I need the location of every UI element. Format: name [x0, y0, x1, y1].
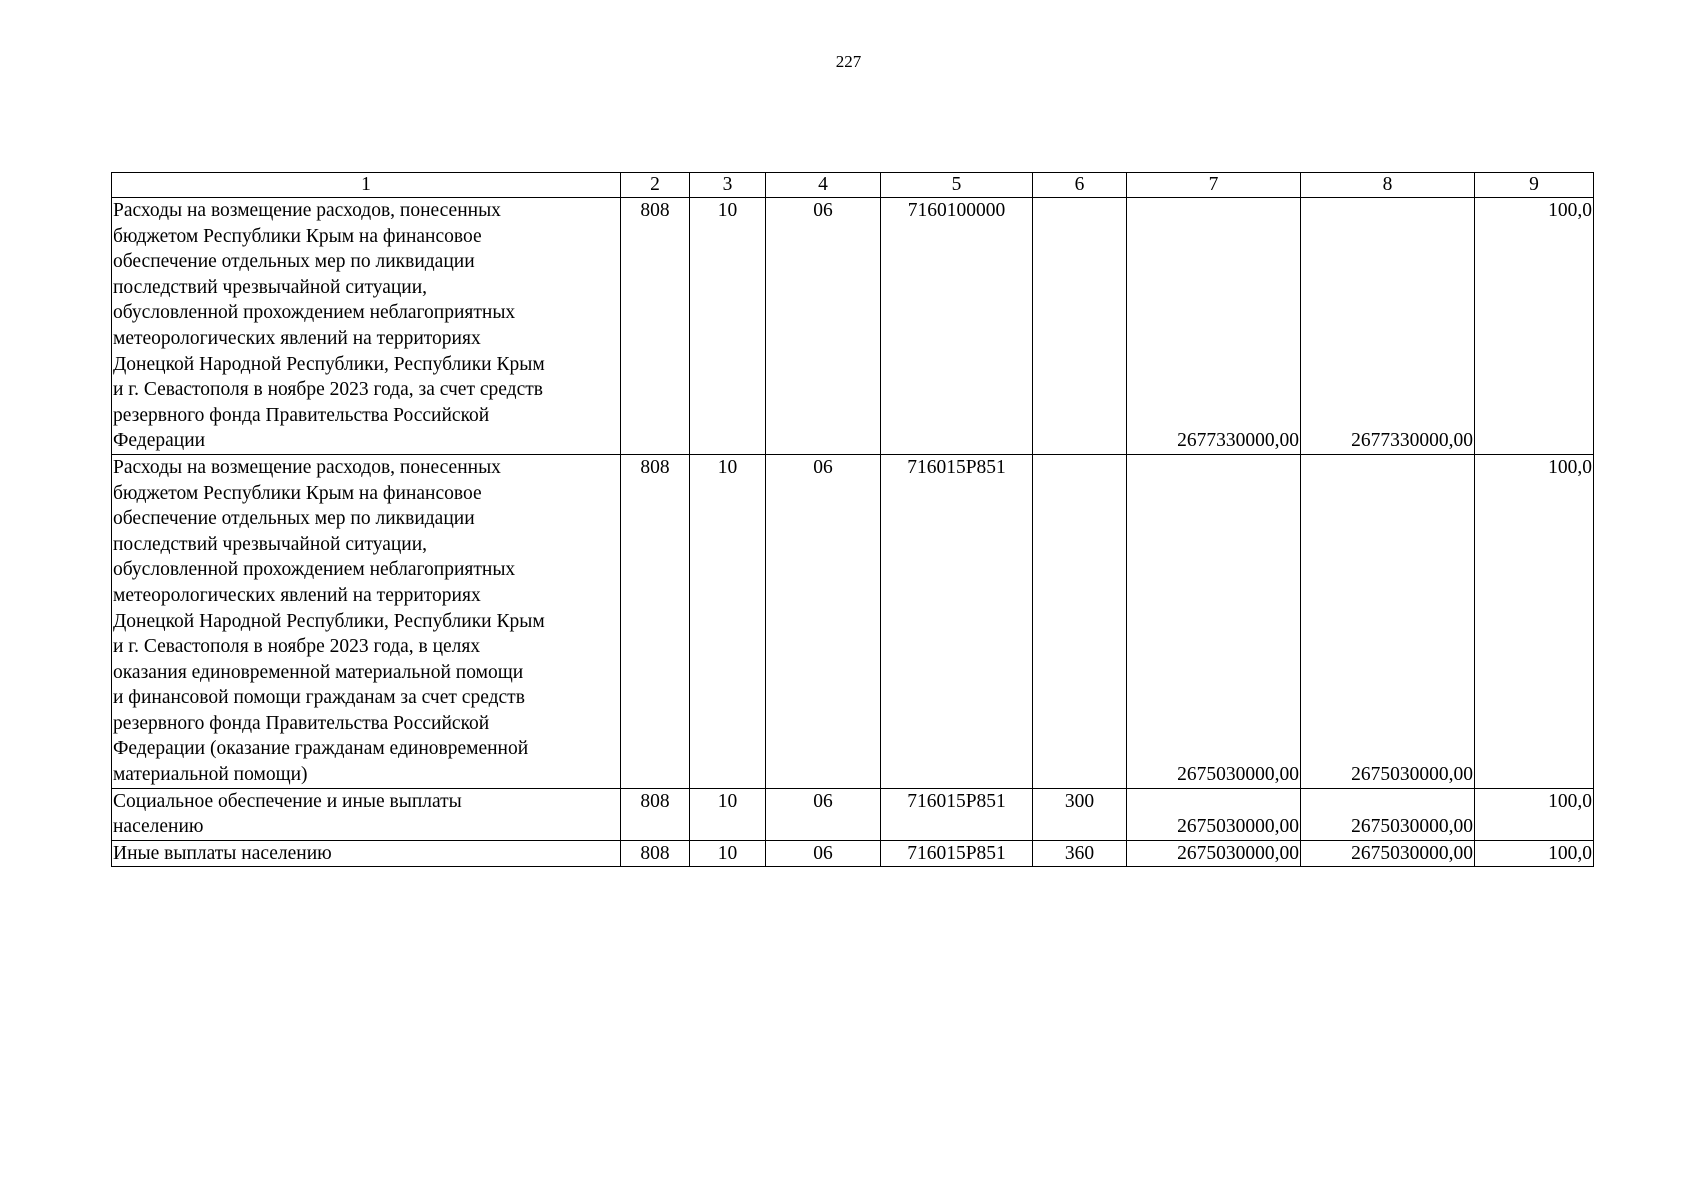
cell-col9: 100,0: [1475, 788, 1594, 840]
cell-col5: 7160100000: [881, 198, 1033, 455]
description-line: Социальное обеспечение и иные выплаты: [113, 790, 462, 812]
cell-col7: 2675030000,00: [1127, 454, 1301, 788]
description-line: населению: [113, 816, 204, 838]
description-line: Федерации (оказание гражданам единовременной: [113, 738, 529, 760]
cell-col2: 808: [621, 198, 690, 455]
table-row: [112, 840, 1594, 867]
cell-col6: [1033, 454, 1127, 788]
table-row: [112, 454, 1594, 788]
cell-col9: 100,0: [1475, 454, 1594, 788]
column-header: 4: [766, 173, 881, 198]
cell-col2: 808: [621, 454, 690, 788]
description-line: Расходы на возмещение расходов, понесенных: [113, 456, 501, 478]
description-line: метеорологических явлений на территориях: [113, 327, 481, 349]
cell-col3: 10: [690, 840, 766, 867]
column-header: 2: [621, 173, 690, 198]
table-row: [112, 198, 1594, 455]
description-line: Донецкой Народной Республики, Республики Крым: [113, 353, 545, 375]
row-description: [112, 454, 621, 788]
column-header: 7: [1127, 173, 1301, 198]
budget-table: [111, 172, 1594, 867]
column-header: 8: [1301, 173, 1475, 198]
cell-col8: 2675030000,00: [1301, 788, 1475, 840]
cell-col3: 10: [690, 788, 766, 840]
cell-col9: 100,0: [1475, 198, 1594, 455]
cell-col6: 300: [1033, 788, 1127, 840]
cell-col6: 360: [1033, 840, 1127, 867]
column-header: 6: [1033, 173, 1127, 198]
description-line: последствий чрезвычайной ситуации,: [113, 533, 428, 555]
cell-col7: 2675030000,00: [1127, 840, 1301, 867]
cell-col8: 2677330000,00: [1301, 198, 1475, 455]
description-line: оказания единовременной материальной помощи: [113, 661, 524, 683]
description-line: Федерации: [113, 430, 206, 452]
cell-col3: 10: [690, 198, 766, 455]
description-line: обусловленной прохождением неблагоприятных: [113, 302, 516, 324]
cell-col2: 808: [621, 788, 690, 840]
column-header: 9: [1475, 173, 1594, 198]
column-header: 5: [881, 173, 1033, 198]
description-line: Расходы на возмещение расходов, понесенных: [113, 200, 501, 221]
cell-col5: 716015P851: [881, 788, 1033, 840]
cell-col3: 10: [690, 454, 766, 788]
description-line: материальной помощи): [113, 764, 308, 786]
cell-col4: 06: [766, 198, 881, 455]
description-line: обусловленной прохождением неблагоприятных: [113, 559, 516, 581]
description-line: и г. Севастополя в ноябре 2023 года, в целях: [113, 636, 481, 658]
page-number: 227: [835, 52, 862, 71]
cell-col4: 06: [766, 788, 881, 840]
description-line: метеорологических явлений на территориях: [113, 584, 481, 606]
cell-col4: 06: [766, 840, 881, 867]
cell-col2: 808: [621, 840, 690, 867]
description-line: резервного фонда Правительства Российской: [113, 712, 490, 734]
table-row: [112, 788, 1594, 840]
description-line: Иные выплаты населению: [113, 842, 332, 864]
column-header: 3: [690, 173, 766, 198]
description-line: резервного фонда Правительства Российской: [113, 404, 490, 426]
column-header: 1: [112, 173, 621, 198]
cell-col4: 06: [766, 454, 881, 788]
cell-col8: 2675030000,00: [1301, 840, 1475, 867]
description-line: обеспечение отдельных мер по ликвидации: [113, 251, 475, 273]
description-line: бюджетом Республики Крым на финансовое: [113, 225, 482, 247]
cell-col5: 716015P851: [881, 840, 1033, 867]
description-line: Донецкой Народной Республики, Республики Крым: [113, 610, 545, 632]
description-line: последствий чрезвычайной ситуации,: [113, 276, 428, 298]
row-description: [112, 840, 621, 867]
cell-col8: 2675030000,00: [1301, 454, 1475, 788]
row-description: [112, 198, 621, 455]
description-line: и г. Севастополя в ноябре 2023 года, за счет средств: [113, 379, 543, 401]
row-description: [112, 788, 621, 840]
cell-col9: 100,0: [1475, 840, 1594, 867]
cell-col7: 2677330000,00: [1127, 198, 1301, 455]
cell-col5: 716015P851: [881, 454, 1033, 788]
cell-col7: 2675030000,00: [1127, 788, 1301, 840]
description-line: бюджетом Республики Крым на финансовое: [113, 482, 482, 504]
cell-col6: [1033, 198, 1127, 455]
description-line: и финансовой помощи гражданам за счет средств: [113, 687, 525, 709]
table-header-row: [112, 173, 1594, 198]
description-line: обеспечение отдельных мер по ликвидации: [113, 508, 475, 530]
